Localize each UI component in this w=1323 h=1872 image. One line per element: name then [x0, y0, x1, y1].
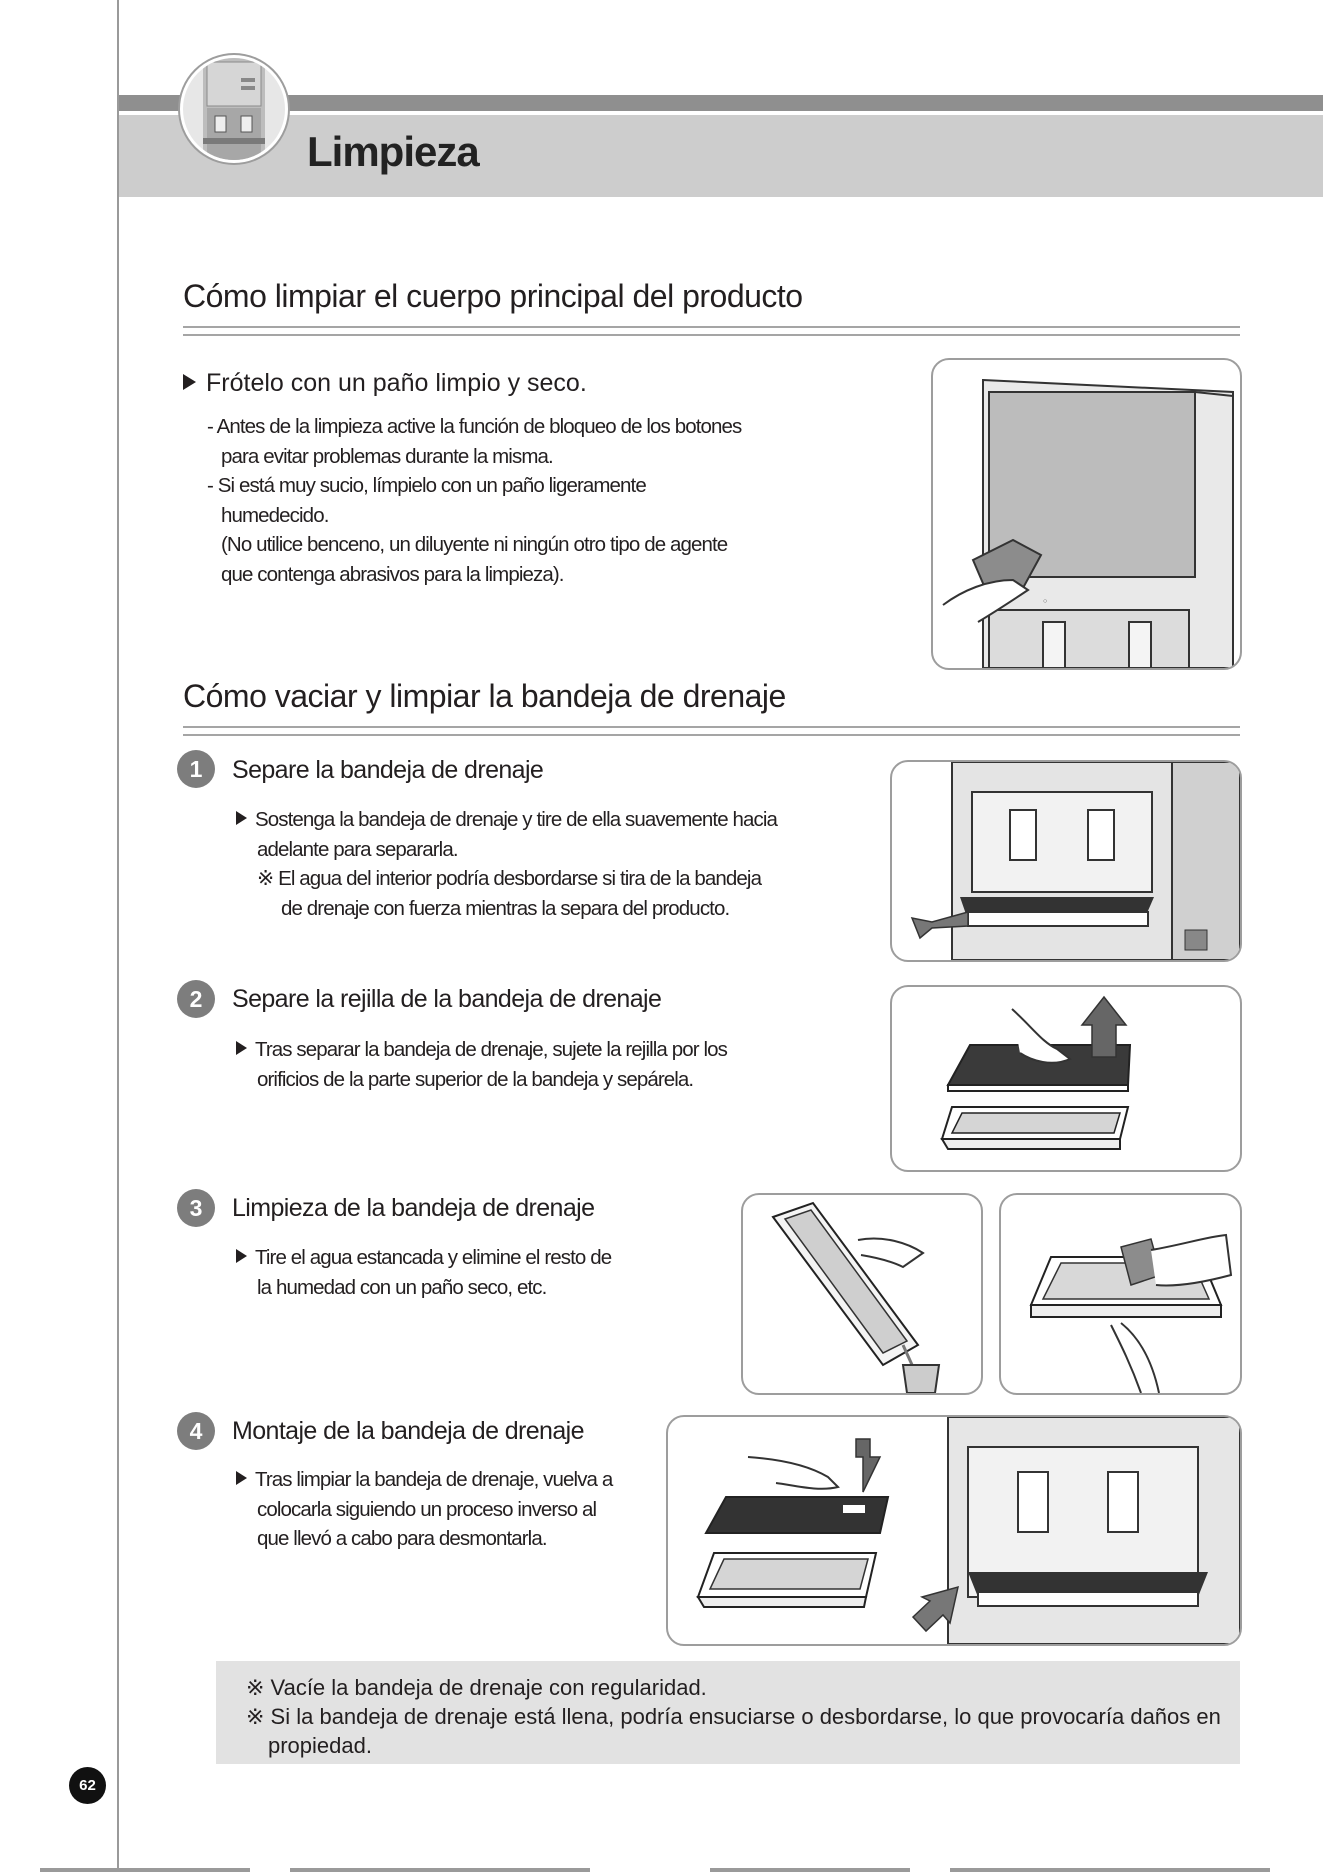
step-instructions [236, 805, 777, 923]
note-line: propiedad. [268, 1733, 372, 1758]
note-box [216, 1661, 1240, 1764]
arrow-right-icon [236, 811, 247, 825]
page-margin-line [117, 0, 119, 1872]
body-instructions [207, 412, 741, 589]
step-instructions [236, 1243, 611, 1302]
note-line: ※ Vacíe la bandeja de drenaje con regularidad. [246, 1675, 707, 1700]
crop-mark [950, 1868, 1270, 1872]
step-number-icon: 2 [177, 980, 215, 1018]
instruction-line: ※ El agua del interior podría desbordarse si tira de la bandeja [257, 867, 762, 890]
instruction-line: - Antes de la limpieza active la función de bloqueo de los botones [207, 415, 742, 438]
instruction-line: humedecido. [221, 503, 329, 527]
instruction-line: Tire el agua estancada y elimine el resto de [255, 1246, 612, 1269]
instruction-line: para evitar problemas durante la misma. [221, 444, 553, 468]
step-number-icon: 1 [177, 750, 215, 788]
section-title-tray: Cómo vaciar y limpiar la bandeja de drenaje [183, 678, 786, 714]
step-title: Separe la rejilla de la bandeja de drenaje [232, 985, 662, 1013]
step-number-icon: 4 [177, 1412, 215, 1450]
instruction-line: - Si está muy sucio, límpielo con un paño ligeramente [207, 474, 646, 497]
crop-mark [290, 1868, 590, 1872]
step-instructions [236, 1035, 727, 1094]
section-rule [183, 326, 1240, 336]
instruction-line: la humedad con un paño seco, etc. [257, 1275, 547, 1299]
arrow-right-icon [183, 374, 196, 390]
instruction-line: (No utilice benceno, un diluyente ni ningún otro tipo de agente [221, 533, 728, 556]
instruction-line: que llevó a cabo para desmontarla. [257, 1527, 547, 1550]
illustration-pour-water [741, 1193, 983, 1395]
section-title-body: Cómo limpiar el cuerpo principal del producto [183, 278, 803, 314]
crop-mark [710, 1868, 910, 1872]
note-line: ※ Si la bandeja de drenaje está llena, podría ensuciarse o desbordarse, lo que provocaría daños en [246, 1704, 1221, 1729]
arrow-right-icon [236, 1041, 247, 1055]
arrow-right-icon [236, 1471, 247, 1485]
bullet-heading-text: Frótelo con un paño limpio y seco. [206, 369, 587, 397]
section-rule [183, 726, 1240, 736]
illustration-wipe-body [931, 358, 1242, 670]
step-instructions [236, 1465, 612, 1554]
instruction-line: de drenaje con fuerza mientras la separa del producto. [281, 896, 730, 920]
arrow-right-icon [236, 1249, 247, 1263]
instruction-line: Tras limpiar la bandeja de drenaje, vuelva a [255, 1468, 613, 1491]
step-title: Montaje de la bandeja de drenaje [232, 1417, 584, 1445]
svg-text:○: ○ [1043, 598, 1048, 605]
instruction-line: Tras separar la bandeja de drenaje, sujete la rejilla por los [255, 1038, 727, 1061]
header-band [119, 111, 1323, 197]
illustration-remove-grill [890, 985, 1242, 1172]
step-title: Limpieza de la bandeja de drenaje [232, 1194, 595, 1222]
header-stripe [119, 95, 1323, 111]
step-title: Separe la bandeja de drenaje [232, 756, 544, 784]
instruction-line: orificios de la parte superior de la bandeja y sepárela. [257, 1067, 694, 1091]
illustration-reassemble-tray [666, 1415, 1242, 1646]
page-number: 62 [69, 1767, 106, 1804]
dispenser-thumbnail-icon [180, 55, 288, 163]
page-title: Limpieza [307, 128, 479, 175]
instruction-line: adelante para separarla. [257, 837, 458, 861]
illustration-remove-tray [890, 760, 1242, 962]
crop-mark [40, 1868, 250, 1872]
illustration-dry-tray [999, 1193, 1242, 1395]
instruction-line: Sostenga la bandeja de drenaje y tire de ella suavemente hacia [255, 808, 778, 831]
bullet-heading [183, 369, 587, 398]
header-stripe-divider [119, 111, 1323, 115]
instruction-line: que contenga abrasivos para la limpieza). [221, 562, 564, 586]
instruction-line: colocarla siguiendo un proceso inverso al [257, 1497, 597, 1521]
step-number-icon: 3 [177, 1189, 215, 1227]
